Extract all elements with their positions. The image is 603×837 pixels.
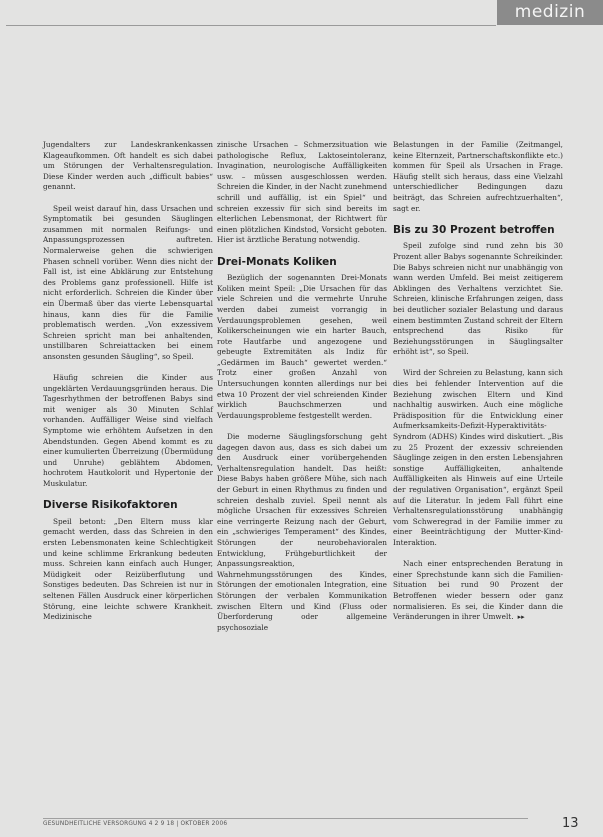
paragraph-text: Speil zufolge sind rund zehn bis 30 Prozent aller Babys sogenannte Schreikinder. Die Babys schreien nicht nur unabhängig von wann werden Umfeld. Bei meist zeitigerem Abklingen des Verhaltens verzichtet Sie. Schreien, klinische Erfahrungen zeigen, dass bei deutlicher sozialer Belastung und daraus einem bestimmten Zustand schreit der Eltern entsprechend das Risiko für Beziehungsstörungen in Säuglingsalter erhöht ist“, so Speil. xyxy=(393,241,563,357)
body-paragraph xyxy=(43,373,213,490)
paragraph-text: Jugendalters zur Landeskrankenkassen Klageaufkommen. Oft handelt es sich dabei um Störungen der Verhaltensregulation. Diese Kinder werden auch „difficult babies“ genannt. xyxy=(43,140,213,192)
body-paragraph xyxy=(43,140,213,193)
paragraph-text: Häufig schreien die Kinder aus ungeklärten Verdauungsgründen heraus. Die Tagesrhythmen der betroffenen Babys sind mit weniger als 30 Minuten Schlaf vorhanden. Auffälliger Weise sind vielfach Symptome wie erhöhtem Aufsetzen in den Abendstunden. Gegen Abend kommt es zu einer kumulierten Überreizung (Übermüdung und Unruhe) geblähtem Abdomen, hochrotem Hautkolorit und Hypertonie der Muskulatur. xyxy=(43,373,213,488)
body-paragraph xyxy=(393,559,563,623)
body-paragraph xyxy=(217,273,387,421)
footer-publication: GESUNDHEITLICHE VERSORGUNG 4 2 9 18 | OKTOBER 2006 xyxy=(43,821,228,827)
footer-rule xyxy=(43,818,528,819)
body-paragraph xyxy=(43,204,213,363)
header-rule xyxy=(6,25,496,26)
heading-text: Diverse Risikofaktoren xyxy=(43,499,178,512)
paragraph-text: Speil betont: „Den Eltern muss klar gemacht werden, dass das Schreien in den ersten Lebensmonaten keine Schlechtigkeit und keine schlimme Erkrankung bedeuten muss. Schreien kann einfach auch Hunger, Müdigkeit oder Reizüberflutung und Sonstiges bedeuten. Das Schreien ist nur in seltenen Fällen Ausdruck einer körperlichen Störung, eine leichte schwere Krankheit. Medizinische xyxy=(43,516,213,622)
paragraph-text: zinische Ursachen – Schmerzsituation wie pathologische Reflux, Laktoseintoleranz, Invagination, neurologische Auffälligkeiten usw. – müssen ausgeschlossen werden. Schreien die Kinder, in der Nacht zunehmend schrill und auffällig, ist ein Spiel“ und schreien exzessiv für sich sind bereits im elterlichen Lebensmonat, der Richtwert für einen plötzlichen Kindstod, Vorsicht geboten. Hier ist ärztliche Beratung notwendig. xyxy=(217,140,387,245)
heading-text: Bis zu 30 Prozent betroffen xyxy=(393,223,555,236)
paragraph-text: Bezüglich der sogenannten Drei-Monats Koliken meint Speil: „Die Ursachen für das viele Schreien und die vermehrte Unruhe werden dabei zumeist vorrangig in Verdauungsproblemen gesehen, weil Kolikerscheinungen wie ein harter Bauch, rote Hautfarbe und angezogene und gebeugte Extremitäten als Indiz für „Gedärmen im Bauch“ gewertet werden.“ Trotz einer großen Anzahl von Untersuchungen konnten allerdings nur bei etwa 10 Prozent der viel schreienden Kinder wirklich Bauchschmerzen und Verdauungsprobleme festgestellt werden. xyxy=(217,273,387,420)
body-paragraph xyxy=(393,368,563,548)
section-heading xyxy=(217,257,387,268)
body-paragraph xyxy=(393,241,563,358)
heading-text: Drei-Monats Koliken xyxy=(217,255,337,268)
article-end-marker: ▸▸ xyxy=(517,613,525,622)
paragraph-text: Wird der Schreien zu Belastung, kann sich dies bei fehlender Intervention auf die Beziehung zwischen Eltern und Kind nachhaltig auswirken. Auch eine mögliche Prädisposition für die Entwicklung einer Aufmerksamkeits-Defizit-Hyperaktivitäts-Syndrom (ADHS) Kindes wird diskutiert. „Bis zu 25 Prozent der exzessiv schreienden Säuglinge zeigen in den ersten Lebensjahren sonstige Auffälligkeiten, anhaltende Auffälligkeiten als Hinweis auf eine Urteile der regulativen Organisation“, ergänzt Speil auf die Literatur. In jedem Fall führt eine Verhaltensregulationsstörung unabhängig vom Schweregrad in der Familie immer zu einer Beeinträchtigung der Mutter-Kind-Interaktion. xyxy=(393,368,563,547)
article-column-3 xyxy=(393,140,563,633)
body-paragraph xyxy=(217,432,387,633)
paragraph-text: Die moderne Säuglingsforschung geht dagegen davon aus, dass es sich dabei um den Ausdruck einer vorübergehenden Verhaltensregulation handelt. Das heißt: Diese Babys haben größere Mühe, sich nach der Geburt in einen Rhythmus zu finden und schreien deshalb zuviel. Speil nennt als mögliche Ursachen für exzessives Schreien eine verringerte Reizung nach der Geburt, ein „schwieriges Temperament“ des Kindes, Störungen der neurobehavioralen Entwicklung, Frühgeburtlichkeit der Anpassungsreaktion, Wahrnehmungsstörungen des Kindes, Störungen der emotionalen Integration, eine Störungen der verbalen Kommunikation zwischen Eltern und Kind (Fluss oder Überforderung oder allgemeine psychosoziale xyxy=(217,432,387,632)
page-number: 13 xyxy=(562,816,579,831)
section-heading xyxy=(393,225,563,236)
body-paragraph xyxy=(217,140,387,246)
section-label: medizin xyxy=(497,0,603,25)
section-heading xyxy=(43,500,213,511)
paragraph-text: Nach einer entsprechenden Beratung in einer Sprechstunde kann sich die Familien-Situation bei rund 90 Prozent der Betroffenen wieder bessern oder ganz normalisieren. Es sei, die Kinder dann die Veränderungen in ihrer Umwelt. xyxy=(393,559,563,622)
body-paragraph xyxy=(43,517,213,623)
article-column-1 xyxy=(43,140,213,633)
article-column-2 xyxy=(217,140,387,644)
body-paragraph xyxy=(393,140,563,214)
paragraph-text: Speil weist darauf hin, dass Ursachen und Symptomatik bei gesunden Säuglingen zusammen mit normalen Reifungs- und Anpassungsprozessen auftreten. Normalerweise gehen die schwierigen Phasen schnell vorüber. Wenn dies nicht der Fall ist, ist eine Abklärung zur Entstehung des Problems ganz professionell. Hilfe ist nicht erforderlich. Schreien die Kinder über ein Übermaß über das vierte Lebensquartal hinaus, kann dies für die Familie problematisch werden. „Von exzessivem Schreien spricht man bei anhaltenden, unstillbaren Schreiattacken bei einem ansonsten gesunden Säugling“, so Speil. xyxy=(43,203,213,361)
paragraph-text: Belastungen in der Familie (Zeitmangel, keine Elternzeit, Partnerschaftskonflikte etc.) kommen für Speil als Ursachen in Frage. Häufig stellt sich heraus, dass eine Vielzahl unterschiedlicher Bedingungen dazu beiträgt, das Schreien aufrechtzuerhalten“, sagt er. xyxy=(393,140,563,213)
